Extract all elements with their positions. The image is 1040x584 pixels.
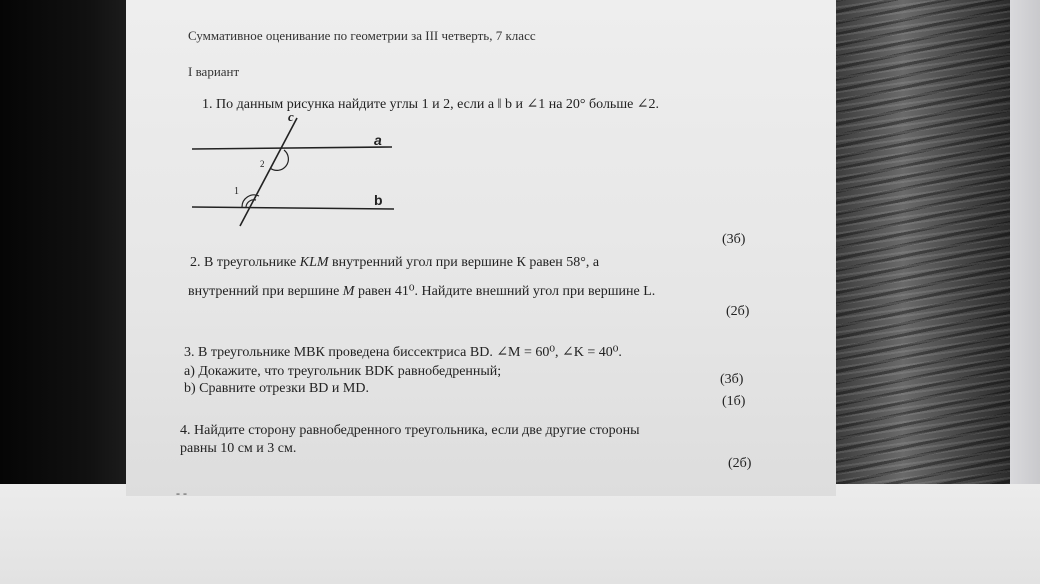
footer-mark: - - — [176, 486, 187, 500]
label-b: b — [374, 192, 383, 208]
question-3-part-a-points: (3б) — [720, 372, 744, 387]
variant-label: I вариант — [188, 64, 240, 79]
question-2-text-a: 2. В треугольнике — [190, 255, 300, 270]
vertex-name: M — [342, 284, 355, 299]
triangle-name: KLM — [299, 255, 329, 270]
paper-underneath — [0, 484, 1040, 584]
label-a: a — [374, 132, 382, 148]
question-2-text-b: внутренний угол при вершине К равен 58°, а — [328, 255, 600, 270]
transversal-c — [240, 118, 297, 226]
question-3-part-a: a) Докажите, что треугольник BDK равнобедренный; — [184, 364, 502, 379]
wooden-surface — [832, 0, 1010, 510]
line-a — [192, 147, 392, 149]
parallel-lines-figure — [192, 108, 472, 228]
question-2-line-2 — [188, 283, 655, 300]
question-3-part-b-points: (1б) — [722, 394, 746, 409]
label-1: 1 — [234, 186, 239, 197]
question-3-part-b: b) Сравните отрезки BD и MD. — [184, 381, 369, 396]
question-4-line-2: равны 10 см и 3 см. — [180, 441, 297, 456]
label-2: 2 — [260, 159, 265, 169]
line-b — [192, 207, 394, 209]
label-c: c — [288, 109, 294, 124]
question-4-points: (2б) — [728, 456, 752, 471]
question-3-line-1: 3. В треугольнике МВК проведена биссектриса BD. ∠M = 60⁰, ∠K = 40⁰. — [184, 345, 622, 360]
question-2-points: (2б) — [726, 304, 750, 319]
dark-background-left — [0, 0, 128, 500]
question-2-text-d: равен 41⁰. Найдите внешний угол при вершине L. — [354, 284, 656, 299]
worksheet-page — [126, 0, 836, 496]
background-right-edge — [1010, 0, 1040, 510]
question-1-text: 1. По данным рисунка найдите углы 1 и 2, если a ǁ b и ∠1 на 20° больше ∠2. — [202, 97, 660, 112]
question-1-points: (3б) — [722, 232, 746, 247]
question-4-line-1: 4. Найдите сторону равнобедренного треугольника, если две другие стороны — [180, 423, 640, 438]
question-2-text-c: внутренний при вершине — [188, 284, 343, 299]
question-2-line-1 — [190, 255, 599, 271]
worksheet-title: Суммативное оценивание по геометрии за III четверть, 7 класс — [188, 28, 536, 43]
